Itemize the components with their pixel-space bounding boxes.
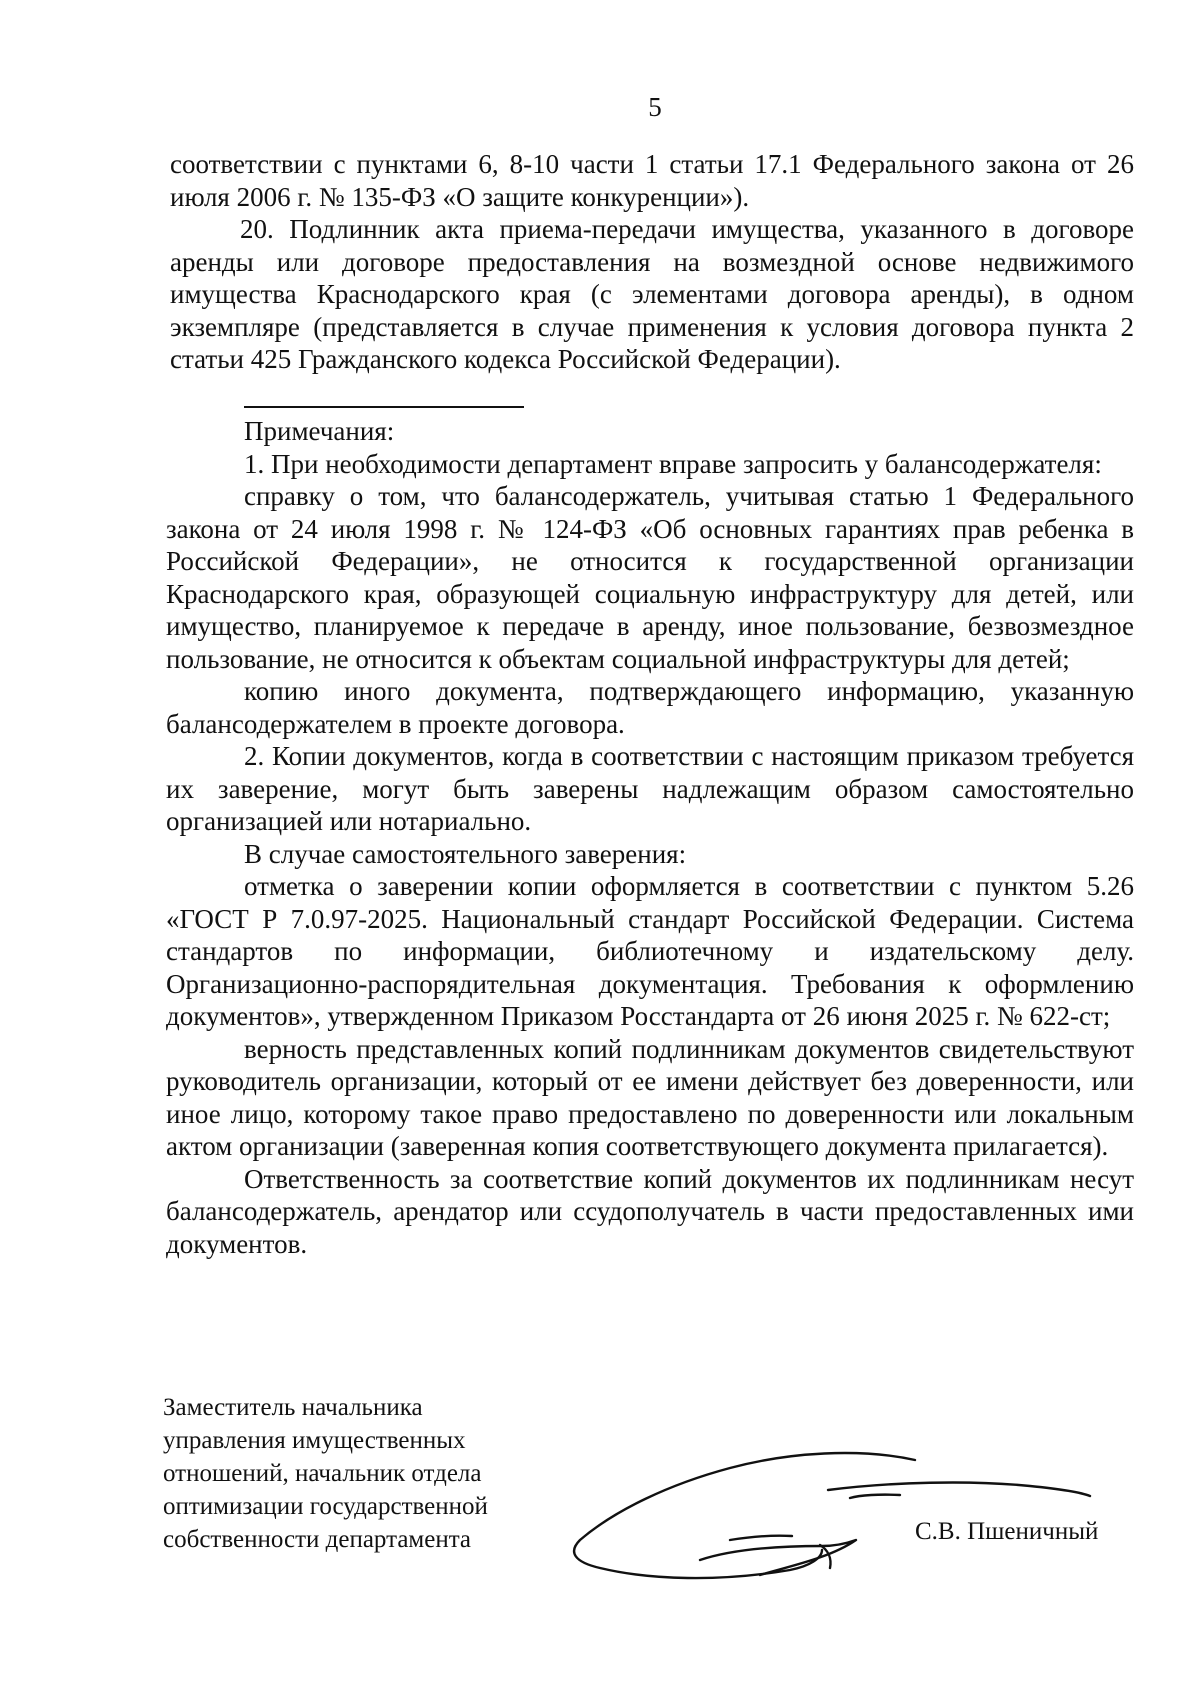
document-body (170, 148, 1134, 376)
note-item: 2. Копии документов, когда в соответствии с настоящим приказом требуется их заверение, могут быть заверены надлежащим образом самостоятельно организацией или нотариально. (166, 741, 1134, 836)
signatory-title-line: оптимизации государственной (163, 1493, 488, 1520)
note-item: копию иного документа, подтверждающего информацию, указанную балансодержателем в проекте договора. (166, 676, 1134, 739)
note-item: верность представленных копий подлинникам документов свидетельствуют руководитель организации, который от ее имени действует без доверенности, или иное лицо, которому такое право предоставлено по доверенности или локальным актом организации (заверенная копия соответствующего документа прилагается). (166, 1033, 1134, 1161)
body-paragraph-item-20: 20. Подлинник акта приема-передачи имущества, указанного в договоре аренды или договоре предоставления на возмездной основе недвижимого имущества Краснодарского края (с элементами договора аренды), в одном экземпляре (представляется в случае применения к условия договора пункта 2 статьи 425 Гражданского кодекса Российской Федерации). (170, 214, 1134, 374)
note-item: справку о том, что балансодержатель, учитывая статью 1 Федерального закона от 24 июля 1998 г. № 124-ФЗ «Об основных гарантиях прав ребенка в Российской Федерации», не относится к государственной организации Краснодарского края, образующей социальную инфраструктуру для детей, или имущество, планируемое к передаче в аренду, иное пользование, безвозмездное пользование, не относится к объектам социальной инфраструктуры для детей; (166, 481, 1134, 674)
note-item: Ответственность за соответствие копий документов их подлинникам несут балансодержатель, арендатор или ссудополучатель в части предоставленных ими документов. (166, 1163, 1134, 1259)
notes-heading: Примечания: (244, 416, 395, 446)
signatory-title-line: собственности департамента (163, 1526, 472, 1553)
note-item: отметка о заверении копии оформляется в соответствии с пунктом 5.26 «ГОСТ Р 7.0.97-2025. Национальный стандарт Российской Федерации. Система стандартов по информации, библиотечному и издательскому делу. Организационно-распорядительная документация. Требования к оформлению документов», утвержденном Приказом Росстандарта от 26 июня 2025 г. № 622-ст; (166, 871, 1134, 1031)
notes-section (166, 415, 1134, 1260)
signatory-title (163, 1391, 563, 1556)
signatory-title-line: управления имущественных (163, 1427, 466, 1454)
note-item: 1. При необходимости департамент вправе запросить у балансодержателя: (244, 448, 1102, 479)
signer-name: С.В. Пшеничный (915, 1518, 1099, 1545)
signatory-title-line: отношений, начальник отдела (163, 1460, 482, 1487)
signatory-title-line: Заместитель начальника (163, 1394, 423, 1421)
handwritten-signature (560, 1440, 1120, 1590)
note-item: В случае самостоятельного заверения: (244, 838, 687, 869)
page-number: 5 (648, 92, 662, 122)
footnote-separator (244, 406, 524, 408)
body-paragraph-continued: соответствии с пунктами 6, 8-10 части 1 статьи 17.1 Федерального закона от 26 июля 2006 г. № 135-ФЗ «О защите конкуренции»). (170, 149, 1134, 212)
